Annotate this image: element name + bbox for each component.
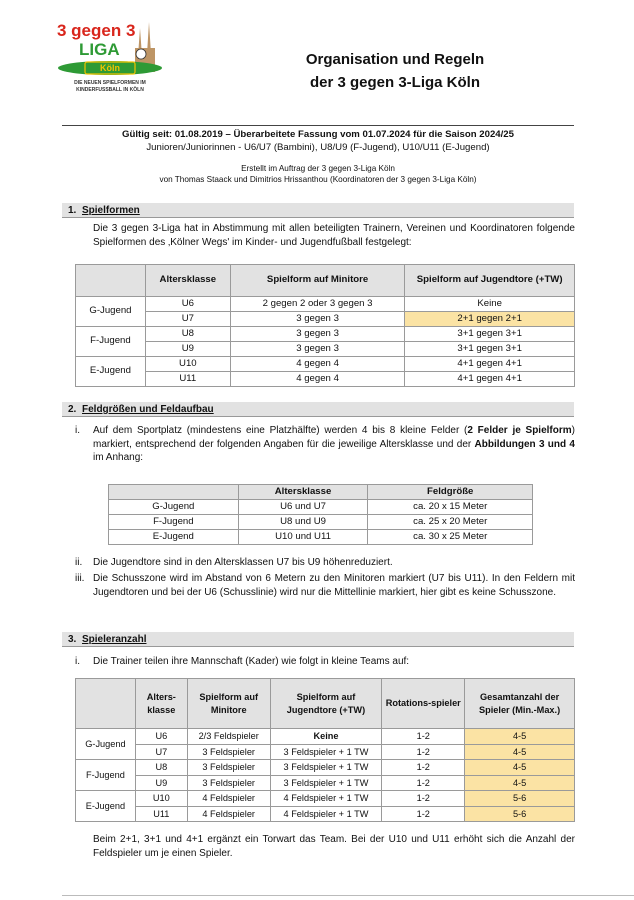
table-row: G-Jugend U6 und U7 ca. 20 x 15 Meter bbox=[109, 500, 533, 515]
title-line1: Organisation und Regeln bbox=[305, 51, 485, 68]
list-item: ii. Die Jugendtore sind in den Altersklassen U7 bis U9 höhenreduziert. bbox=[75, 557, 393, 568]
commissioned-line: Erstellt im Auftrag der 3 gegen 3-Liga Köln bbox=[241, 163, 395, 173]
table-row: U7 3 gegen 3 2+1 gegen 2+1 bbox=[76, 312, 575, 327]
spielformen-table bbox=[75, 264, 575, 387]
section-heading-feldgroessen: 2. Feldgrößen und Feldaufbau bbox=[62, 402, 574, 417]
validity-line: Gültig seit: 01.08.2019 – Überarbeitete Fassung vom 01.07.2024 für die Saison 2024/25 bbox=[122, 129, 514, 140]
logo-line1: 3 gegen 3 bbox=[57, 21, 136, 40]
table-row: U7 3 Feldspieler 3 Feldspieler + 1 TW 1-2 4-5 bbox=[76, 744, 575, 760]
table-row: E-Jugend U10 4 Feldspieler 4 Feldspieler + 1 TW 1-2 5-6 bbox=[76, 791, 575, 807]
section1-intro: Die 3 gegen 3-Liga hat in Abstimmung mit allen beteiligten Trainern, Vereinen und Koordinatoren folgende Spielformen des ‚Kölner Wegs' im Kinder- und Jugendfußball festgelegt: bbox=[93, 223, 575, 248]
logo-tagline1: DIE NEUEN SPIELFORMEN IM bbox=[74, 80, 146, 86]
document-meta bbox=[62, 129, 574, 185]
title-line2: der 3 gegen 3-Liga Köln bbox=[309, 74, 481, 92]
feldgroessen-table bbox=[108, 484, 533, 545]
logo-tagline2: KINDERFUSSBALL IN KÖLN bbox=[76, 87, 144, 93]
authors-line: von Thomas Staack und Dimitrios Hrissanthou (Koordinatoren der 3 gegen 3-Liga Köln) bbox=[159, 174, 477, 184]
logo-line2: LIGA bbox=[79, 40, 120, 59]
league-logo bbox=[45, 10, 175, 105]
list-item: i. Die Trainer teilen ihre Mannschaft (Kader) wie folgt in kleine Teams auf: bbox=[75, 656, 410, 667]
section-heading-spielformen: 1. Spielformen bbox=[62, 203, 574, 218]
table-row: U9 3 Feldspieler 3 Feldspieler + 1 TW 1-2 4-5 bbox=[76, 775, 575, 791]
table-header-row: Altersklasse Spielform auf Minitore Spielform auf Jugendtore (+TW) bbox=[76, 265, 575, 297]
table-row: G-Jugend U6 2/3 Feldspieler Keine 1-2 4-5 bbox=[76, 729, 575, 745]
table-row: U11 4 gegen 4 4+1 gegen 4+1 bbox=[76, 372, 575, 387]
table-row: E-Jugend U10 und U11 ca. 30 x 25 Meter bbox=[109, 530, 533, 545]
document-title bbox=[265, 48, 525, 95]
page-bottom-rule bbox=[62, 895, 634, 896]
logo-city: Köln bbox=[100, 63, 120, 73]
section-heading-spieleranzahl: 3. Spieleranzahl bbox=[62, 632, 574, 647]
spieleranzahl-table bbox=[75, 678, 575, 822]
age-groups-line: Junioren/Juniorinnen - U6/U7 (Bambini), U8/U9 (F-Jugend), U10/U11 (E-Jugend) bbox=[146, 141, 490, 153]
table-header-row: Alters-klasse Spielform auf Minitore Spielform auf Jugendtore (+TW) Rotations-spieler Gesamtanzahl der Spieler (Min.-Max.) bbox=[76, 679, 575, 729]
table-row: U11 4 Feldspieler 4 Feldspieler + 1 TW 1-2 5-6 bbox=[76, 806, 575, 822]
table-header-row: Altersklasse Feldgröße bbox=[109, 485, 533, 500]
table-row: F-Jugend U8 3 gegen 3 3+1 gegen 3+1 bbox=[76, 327, 575, 342]
header-divider bbox=[62, 125, 574, 126]
table-row: U9 3 gegen 3 3+1 gegen 3+1 bbox=[76, 342, 575, 357]
table-row: G-Jugend U6 2 gegen 2 oder 3 gegen 3 Keine bbox=[76, 297, 575, 312]
table-row: E-Jugend U10 4 gegen 4 4+1 gegen 4+1 bbox=[76, 357, 575, 372]
table-row: F-Jugend U8 3 Feldspieler 3 Feldspieler + 1 TW 1-2 4-5 bbox=[76, 760, 575, 776]
list-item: i. Auf dem Sportplatz (mindestens eine Platzhälfte) werden 4 bis 8 kleine Felder (2 Felder je Spielform) markiert, entsprechend der folgenden Angaben für die jeweilige Altersklasse und der Abbildungen 3 und 4 im Anhang: bbox=[75, 425, 575, 463]
list-item: iii. Die Schusszone wird im Abstand von 6 Metern zu den Minitoren markiert (U7 bis U11). In den Feldern mit Jugendtoren und bei der U6 (Schusslinie) wird nur die Mittellinie markiert, hier gibt es keine Schusszone. bbox=[75, 573, 575, 598]
table-row: F-Jugend U8 und U9 ca. 25 x 20 Meter bbox=[109, 515, 533, 530]
section3-note: Beim 2+1, 3+1 und 4+1 ergänzt ein Torwart das Team. Bei der U10 und U11 erhöht sich die Anzahl der Feldspieler um je einen Spieler. bbox=[93, 834, 575, 859]
ball-icon bbox=[136, 49, 146, 59]
league-logo-graphic bbox=[45, 10, 175, 105]
